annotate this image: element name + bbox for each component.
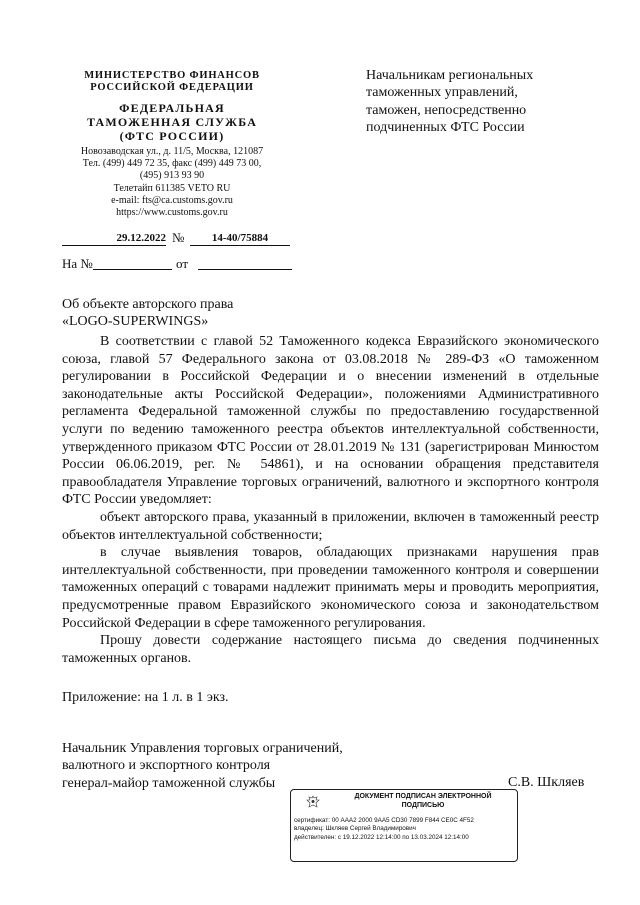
addressee-line: подчиненных ФТС России bbox=[366, 120, 525, 136]
addressee-line: таможенных управлений, bbox=[366, 85, 518, 101]
registration-number: 14-40/75884 bbox=[190, 232, 290, 246]
e-signature-stamp bbox=[290, 789, 518, 862]
service-line: (ФТС РОССИИ) bbox=[119, 129, 225, 143]
letter-subject bbox=[62, 296, 233, 331]
position-line: валютного и экспортного контроля bbox=[62, 758, 271, 774]
stamp-title bbox=[331, 793, 515, 810]
position-line: генерал-майор таможенной службы bbox=[62, 775, 276, 791]
service-line: ТАМОЖЕННАЯ СЛУЖБА bbox=[86, 115, 258, 129]
reference-row bbox=[62, 256, 292, 272]
reference-from-label: от bbox=[176, 256, 189, 271]
letter-body bbox=[62, 333, 599, 667]
ministry-line: МИНИСТЕРСТВО ФИНАНСОВ bbox=[84, 70, 260, 81]
email-line: e-mail: fts@ca.customs.gov.ru bbox=[111, 194, 233, 206]
certificate-line: сертификат: 00 AAA2 2000 9AA5 CD30 7899 F844 CE0C 4F52 bbox=[294, 817, 474, 824]
validity-line: действителен: с 19.12.2022 12:14:00 по 13.03.2024 12:14:00 bbox=[294, 833, 469, 841]
reference-number-line bbox=[93, 269, 172, 270]
sender-contacts bbox=[62, 146, 282, 219]
service-name bbox=[62, 101, 282, 143]
number-sign: № bbox=[172, 230, 185, 245]
signatory-position bbox=[62, 740, 343, 792]
address-line: Новозаводская ул., д. 11/5, Москва, 121087 bbox=[80, 146, 264, 157]
owner-line: владелец: Шкляев Сергей Владимирович bbox=[294, 825, 416, 833]
ministry-name bbox=[62, 70, 282, 94]
reference-date-line bbox=[198, 269, 292, 270]
attachment-note: Приложение: на 1 л. в 1 экз. bbox=[62, 690, 229, 705]
position-line: Начальник Управления торговых ограничений, bbox=[62, 741, 343, 756]
stamp-title-line: ДОКУМЕНТ ПОДПИСАН ЭЛЕКТРОННОЙ bbox=[354, 793, 492, 800]
registration-date: 29.12.2022 bbox=[62, 232, 166, 246]
reference-label: На № bbox=[62, 256, 93, 271]
subject-line: «LOGO-SUPERWINGS» bbox=[62, 314, 209, 330]
stamp-title-line: ПОДПИСЬЮ bbox=[401, 801, 445, 809]
addressee-line: Начальникам региональных bbox=[366, 68, 534, 83]
registration-row bbox=[62, 232, 292, 248]
phone-line: Тел. (499) 449 72 35, факс (499) 449 73 00, bbox=[82, 158, 262, 170]
addressee bbox=[366, 67, 596, 137]
body-paragraph: Прошу довести содержание настоящего письма до сведения подчиненных таможенных органов. bbox=[62, 633, 599, 666]
ministry-line: РОССИЙСКОЙ ФЕДЕРАЦИИ bbox=[90, 82, 254, 93]
body-paragraph: в случае выявления товаров, обладающих признаками нарушения прав интеллектуальной собственности, при проведении таможенного контроля и совершении таможенных операций с товарами надлежит принимать меры и проводить мероприятия, предусмотренные правом Евразийского экономического союза и законодательством Российской Федерации в сфере таможенного регулирования. bbox=[62, 545, 599, 631]
service-line: ФЕДЕРАЛЬНАЯ bbox=[119, 101, 225, 115]
website-line: https://www.customs.gov.ru bbox=[116, 207, 228, 219]
body-paragraph: объект авторского права, указанный в приложении, включен в таможенный реестр объектов интеллектуальной собственности; bbox=[62, 509, 599, 543]
addressee-line: таможен, непосредственно bbox=[366, 102, 527, 118]
signatory-name: С.В. Шкляев bbox=[508, 775, 585, 790]
eagle-emblem-icon bbox=[305, 795, 321, 809]
stamp-details bbox=[294, 817, 514, 842]
teletype-line: Телетайп 611385 VETO RU bbox=[113, 182, 231, 194]
subject-line: Об объекте авторского права bbox=[62, 297, 234, 312]
phone-line: (495) 913 93 90 bbox=[139, 170, 205, 182]
body-paragraph: В соответствии с главой 52 Таможенного кодекса Евразийского экономического союза, главой 57 Федерального закона от 03.08.2018 № 289-ФЗ «О таможенном регулировании в Российской Федерации и о внесении изменений в отдельные законодательные акты Российской Федерации», положениями Административного регламента Федеральной таможенной службы по предоставлению государственной услуги по ведению таможенного реестра объектов интеллектуальной собственности, утвержденного приказом ФТС России от 28.01.2019 № 131 (зарегистрирован Минюстом России 06.06.2019, рег. № 54861), и на основании обращения представителя правообладателя Управление торговых ограничений, валютного и экспортного контроля ФТС России уведомляет: bbox=[62, 334, 599, 508]
